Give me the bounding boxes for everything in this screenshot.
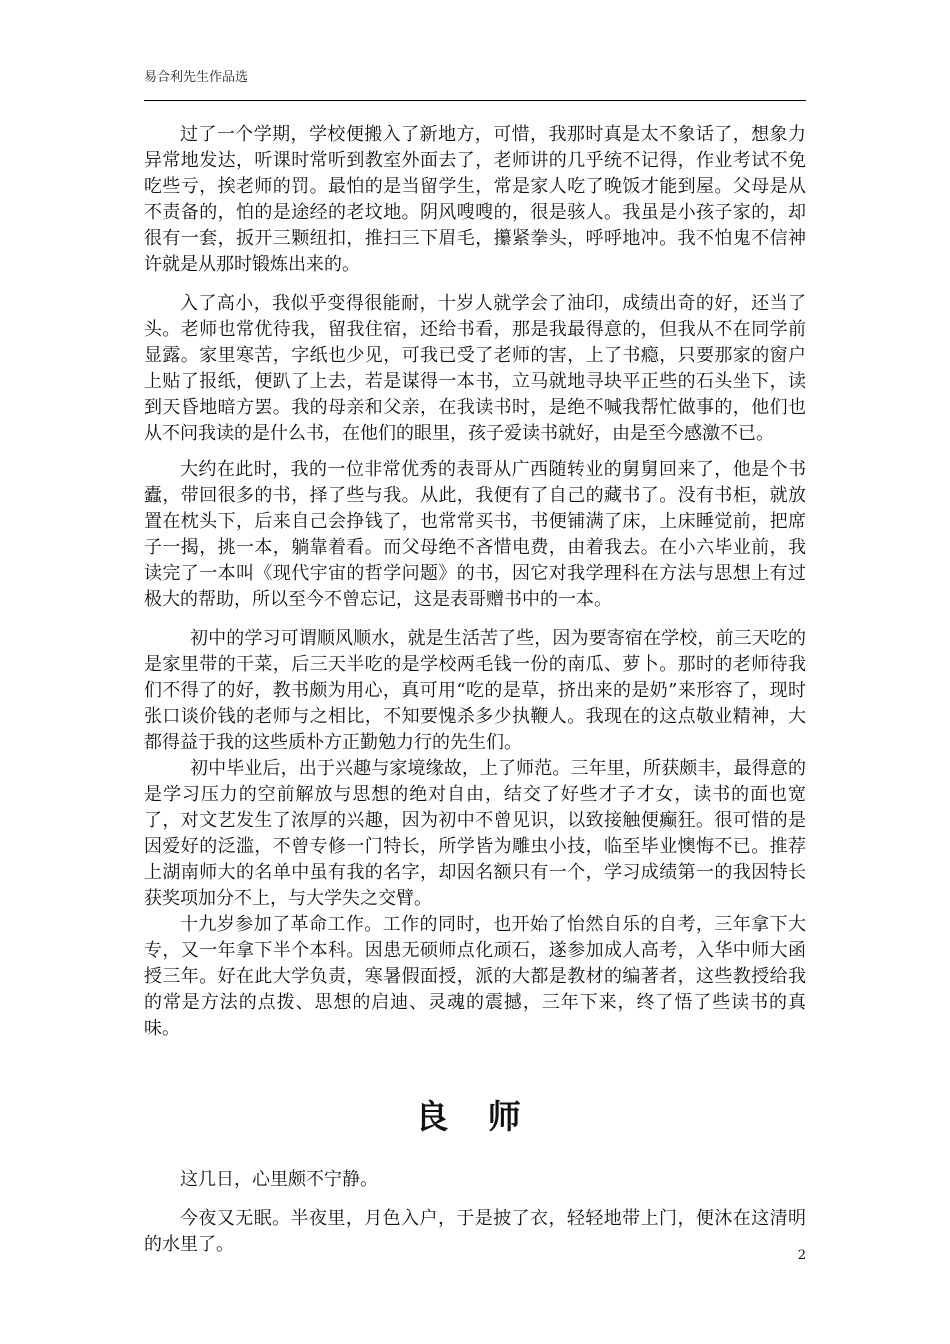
- paragraph: 十九岁参加了革命工作。工作的同时，也开始了怡然自乐的自考，三年拿下大专，又一年拿下半个本科。因患无硕师点化顽石，遂参加成人高考，入华中师大函授三年。好在此大学负责，寒暑假面授，派的大都是教材的编著者，这些教授给我的常是方法的点拨、思想的启迪、灵魂的震撼，三年下来，终了悟了些读书的真味。: [144, 914, 806, 1039]
- paragraph: 今夜又无眠。半夜里，月色入户，于是披了衣，轻轻地带上门，便沐在这清明的水里了。: [144, 1208, 806, 1255]
- section-title: 良 师: [415, 1097, 535, 1136]
- page-number: 2: [797, 1248, 806, 1263]
- document-body: [144, 122, 806, 1258]
- paragraph: 入了高小，我似乎变得很能耐，十岁人就学会了油印，成绩出奇的好，还当了头。老师也常优待我，留我住宿，还给书看，那是我最得意的，但我从不在同学前显露。家里寒苦，字纸也少见，可我已受了老师的害，上了书瘾，只要那家的窗户上贴了报纸，便趴了上去，若是谋得一本书，立马就地寻块平正些的石头坐下，读到天昏地暗方罢。我的母亲和父亲，在我读书时，是绝不喊我帮忙做事的，他们也从不问我读的是什么书，在他们的眼里，孩子爱读书就好，由是至今感激不已。: [144, 293, 806, 444]
- paragraph: 大约在此时，我的一位非常优秀的表哥从广西随转业的舅舅回来了，他是个书蠹，带回很多的书，择了些与我。从此，我便有了自己的藏书了。没有书柜，就放置在枕头下，后来自己会挣钱了，也常常买书，书便铺满了床，上床睡觉前，把席子一揭，挑一本，躺靠着看。而父母绝不吝惜电费，由着我去。在小六毕业前，我读完了一本叫《现代宇宙的哲学问题》的书，因它对我学理科在方法与思想上有过极大的帮助，所以至今不曾忘记，这是表哥赠书中的一本。: [144, 459, 806, 610]
- paragraph: 过了一个学期，学校便搬入了新地方，可惜，我那时真是太不象话了，想象力异常地发达，听课时常听到教室外面去了，老师讲的几乎统不记得，作业考试不免吃些亏，挨老师的罚。最怕的是当留学生，常是家人吃了晚饭才能到屋。父母是从不责备的，怕的是途经的老坟地。阴风嗖嗖的，很是骇人。我虽是小孩子家的，却很有一套，扳开三颗纽扣，推扫三下眉毛，攥紧拳头，呼呼地冲。我不怕鬼不信神许就是从那时锻炼出来的。: [144, 124, 806, 275]
- header-rule: [144, 100, 806, 101]
- paragraph: 初中的学习可谓顺风顺水，就是生活苦了些，因为要寄宿在学校，前三天吃的是家里带的干菜，后三天半吃的是学校两毛钱一份的南瓜、萝卜。那时的老师待我们不得了的好，教书颇为用心，真可用“吃的是草，挤出来的是奶”来形容了，现时张口谈价钱的老师与之相比，不知要愧杀多少执鞭人。我现在的这点敬业精神，大都得益于我的这些质朴方正勤勉力行的先生们。: [144, 628, 806, 753]
- paragraph: 初中毕业后，出于兴趣与家境缘故，上了师范。三年里，所获颇丰，最得意的是学习压力的空前解放与思想的绝对自由，结交了好些才子才女，读书的面也宽了，对文艺发生了浓厚的兴趣，因为初中不曾见识，以致接触便癫狂。很可惜的是因爱好的泛滥，不曾专修一门特长，所学皆为雕虫小技，临至毕业懊悔不已。推荐上湖南师大的名单中虽有我的名字，却因名额只有一个，学习成绩第一的我因特长获奖项加分不上，与大学失之交臂。: [144, 758, 806, 909]
- paragraph: 这几日，心里颇不宁静。: [180, 1169, 378, 1190]
- running-header: 易合利先生作品选: [144, 70, 249, 85]
